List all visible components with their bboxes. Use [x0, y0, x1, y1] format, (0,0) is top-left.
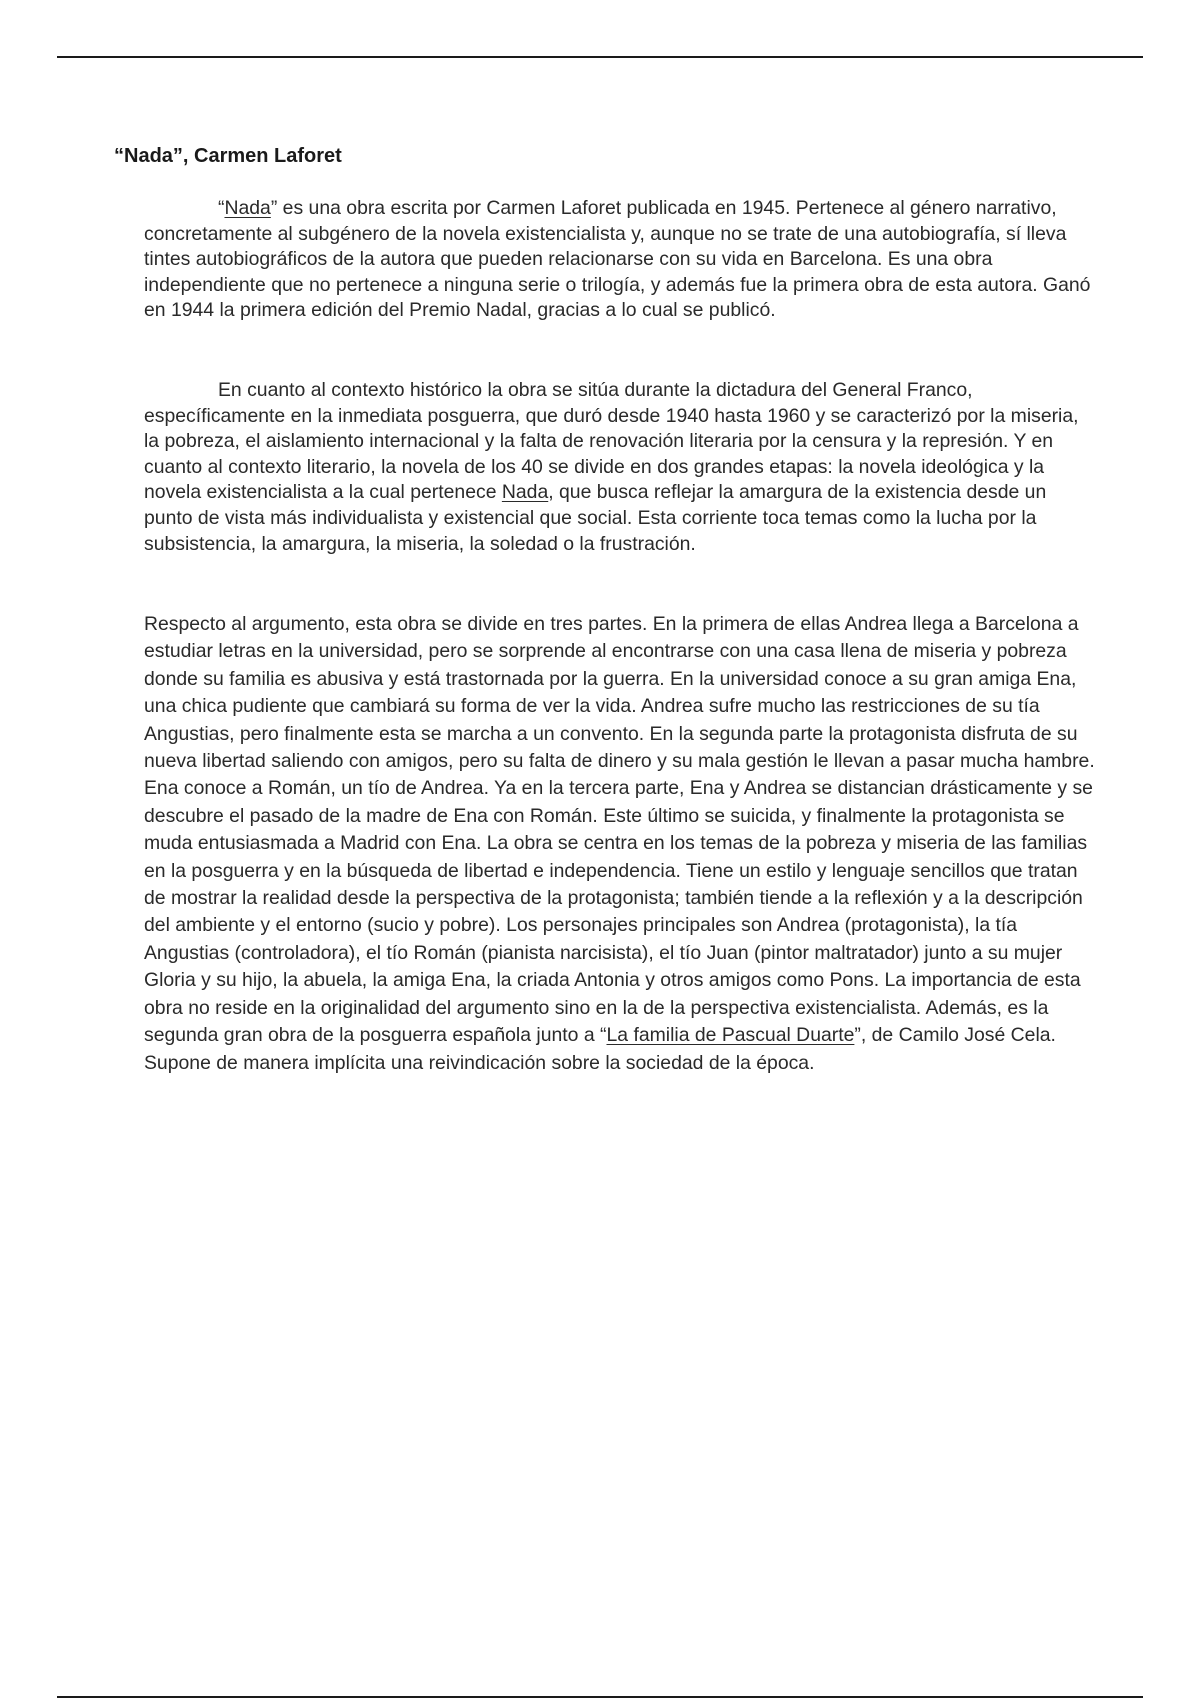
title-link-nada-2[interactable]: Nada: [501, 481, 549, 504]
paragraph-context-text-before: En cuanto al contexto histórico la obra se sitúa durante la dictadura del General Franco, específicamente en la inmediata posguerra, que duró desde 1940 hasta 1960 y se caracterizó por la miseria, la pobreza, el aislamiento internacional y la falta de renovación literaria por la censura y la represión. Y en cuanto al contexto literario, la novela de los 40 se divide en dos grandes etapas: la novela ideológica y la novela existencialista a la cual pertenece: [144, 379, 1079, 504]
paragraph-intro: [144, 196, 1099, 324]
paragraph-intro-text: ” es una obra escrita por Carmen Laforet publicada en 1945. Pertenece al género narrativo, concretamente al subgénero de la novela existencialista y, aunque no se trate de una autobiografía, sí lleva tintes autobiográficos de la autora que pueden relacionarse con su vida en Barcelona. Es una obra independiente que no pertenece a ninguna serie o trilogía, y además fue la primera obra de esta autora. Ganó en 1944 la primera edición del Premio Nadal, gracias a lo cual se publicó.: [144, 197, 1091, 322]
title-link-pascual-duarte[interactable]: La familia de Pascual Duarte: [606, 1024, 855, 1047]
paragraph-context: [144, 378, 1099, 557]
title-link-nada[interactable]: Nada: [224, 197, 271, 219]
footer-rule: [57, 1696, 1143, 1698]
paragraph-plot-text-before: Respecto al argumento, esta obra se divide en tres partes. En la primera de ellas Andrea llega a Barcelona a estudiar letras en la universidad, pero se sorprende al encontrarse con una casa llena de miseria y pobreza donde su familia es abusiva y está trastornada por la guerra. En la universidad conoce a su gran amiga Ena, una chica pudiente que cambiará su forma de ver la vida. Andrea sufre mucho las restricciones de su tía Angustias, pero finalmente esta se marcha a un convento. En la segunda parte la protagonista disfruta de su nueva libertad saliendo con amigos, pero su falta de dinero y su mala gestión le llevan a pasar mucha hambre. Ena conoce a Román, un tío de Andrea. Ya en la tercera parte, Ena y Andrea se distancian drásticamente y se descubre el pasado de la madre de Ena con Román. Este último se suicida, y finalmente la protagonista se muda entusiasmada a Madrid con Ena. La obra se centra en los temas de la pobreza y miseria de las familias en la posguerra y en la búsqueda de libertad e independencia. Tiene un estilo y lenguaje sencillos que tratan de mostrar la realidad desde la perspectiva de la protagonista; también tiende a la reflexión y a la descripción del ambiente y el entorno (sucio y pobre). Los personajes principales son Andrea (protagonista), la tía Angustias (controladora), el tío Román (pianista narcisista), el tío Juan (pintor maltratador) junto a su mujer Gloria y su hijo, la abuela, la amiga Ena, la criada Antonia y otros amigos como Pons. La importancia de esta obra no reside en la originalidad del argumento sino en la de la perspectiva existencialista. Además, es la segunda gran obra de la posguerra española junto a “: [144, 613, 1095, 1047]
paragraph-context-text-after: , que busca reflejar la amargura de la existencia desde un punto de vista más individualista y existencial que social. Esta corriente toca temas como la lucha por la subsistencia, la amargura, la miseria, la soledad o la frustración.: [144, 481, 1047, 555]
open-quote: “: [218, 197, 225, 219]
paragraph-plot-text-after: ”, de Camilo José Cela. Supone de manera implícita una reivindicación sobre la sociedad de la época.: [144, 1024, 1056, 1074]
document-title: “Nada”, Carmen Laforet: [114, 145, 342, 167]
paragraph-plot: [144, 611, 1099, 1077]
header-rule: [57, 56, 1143, 58]
